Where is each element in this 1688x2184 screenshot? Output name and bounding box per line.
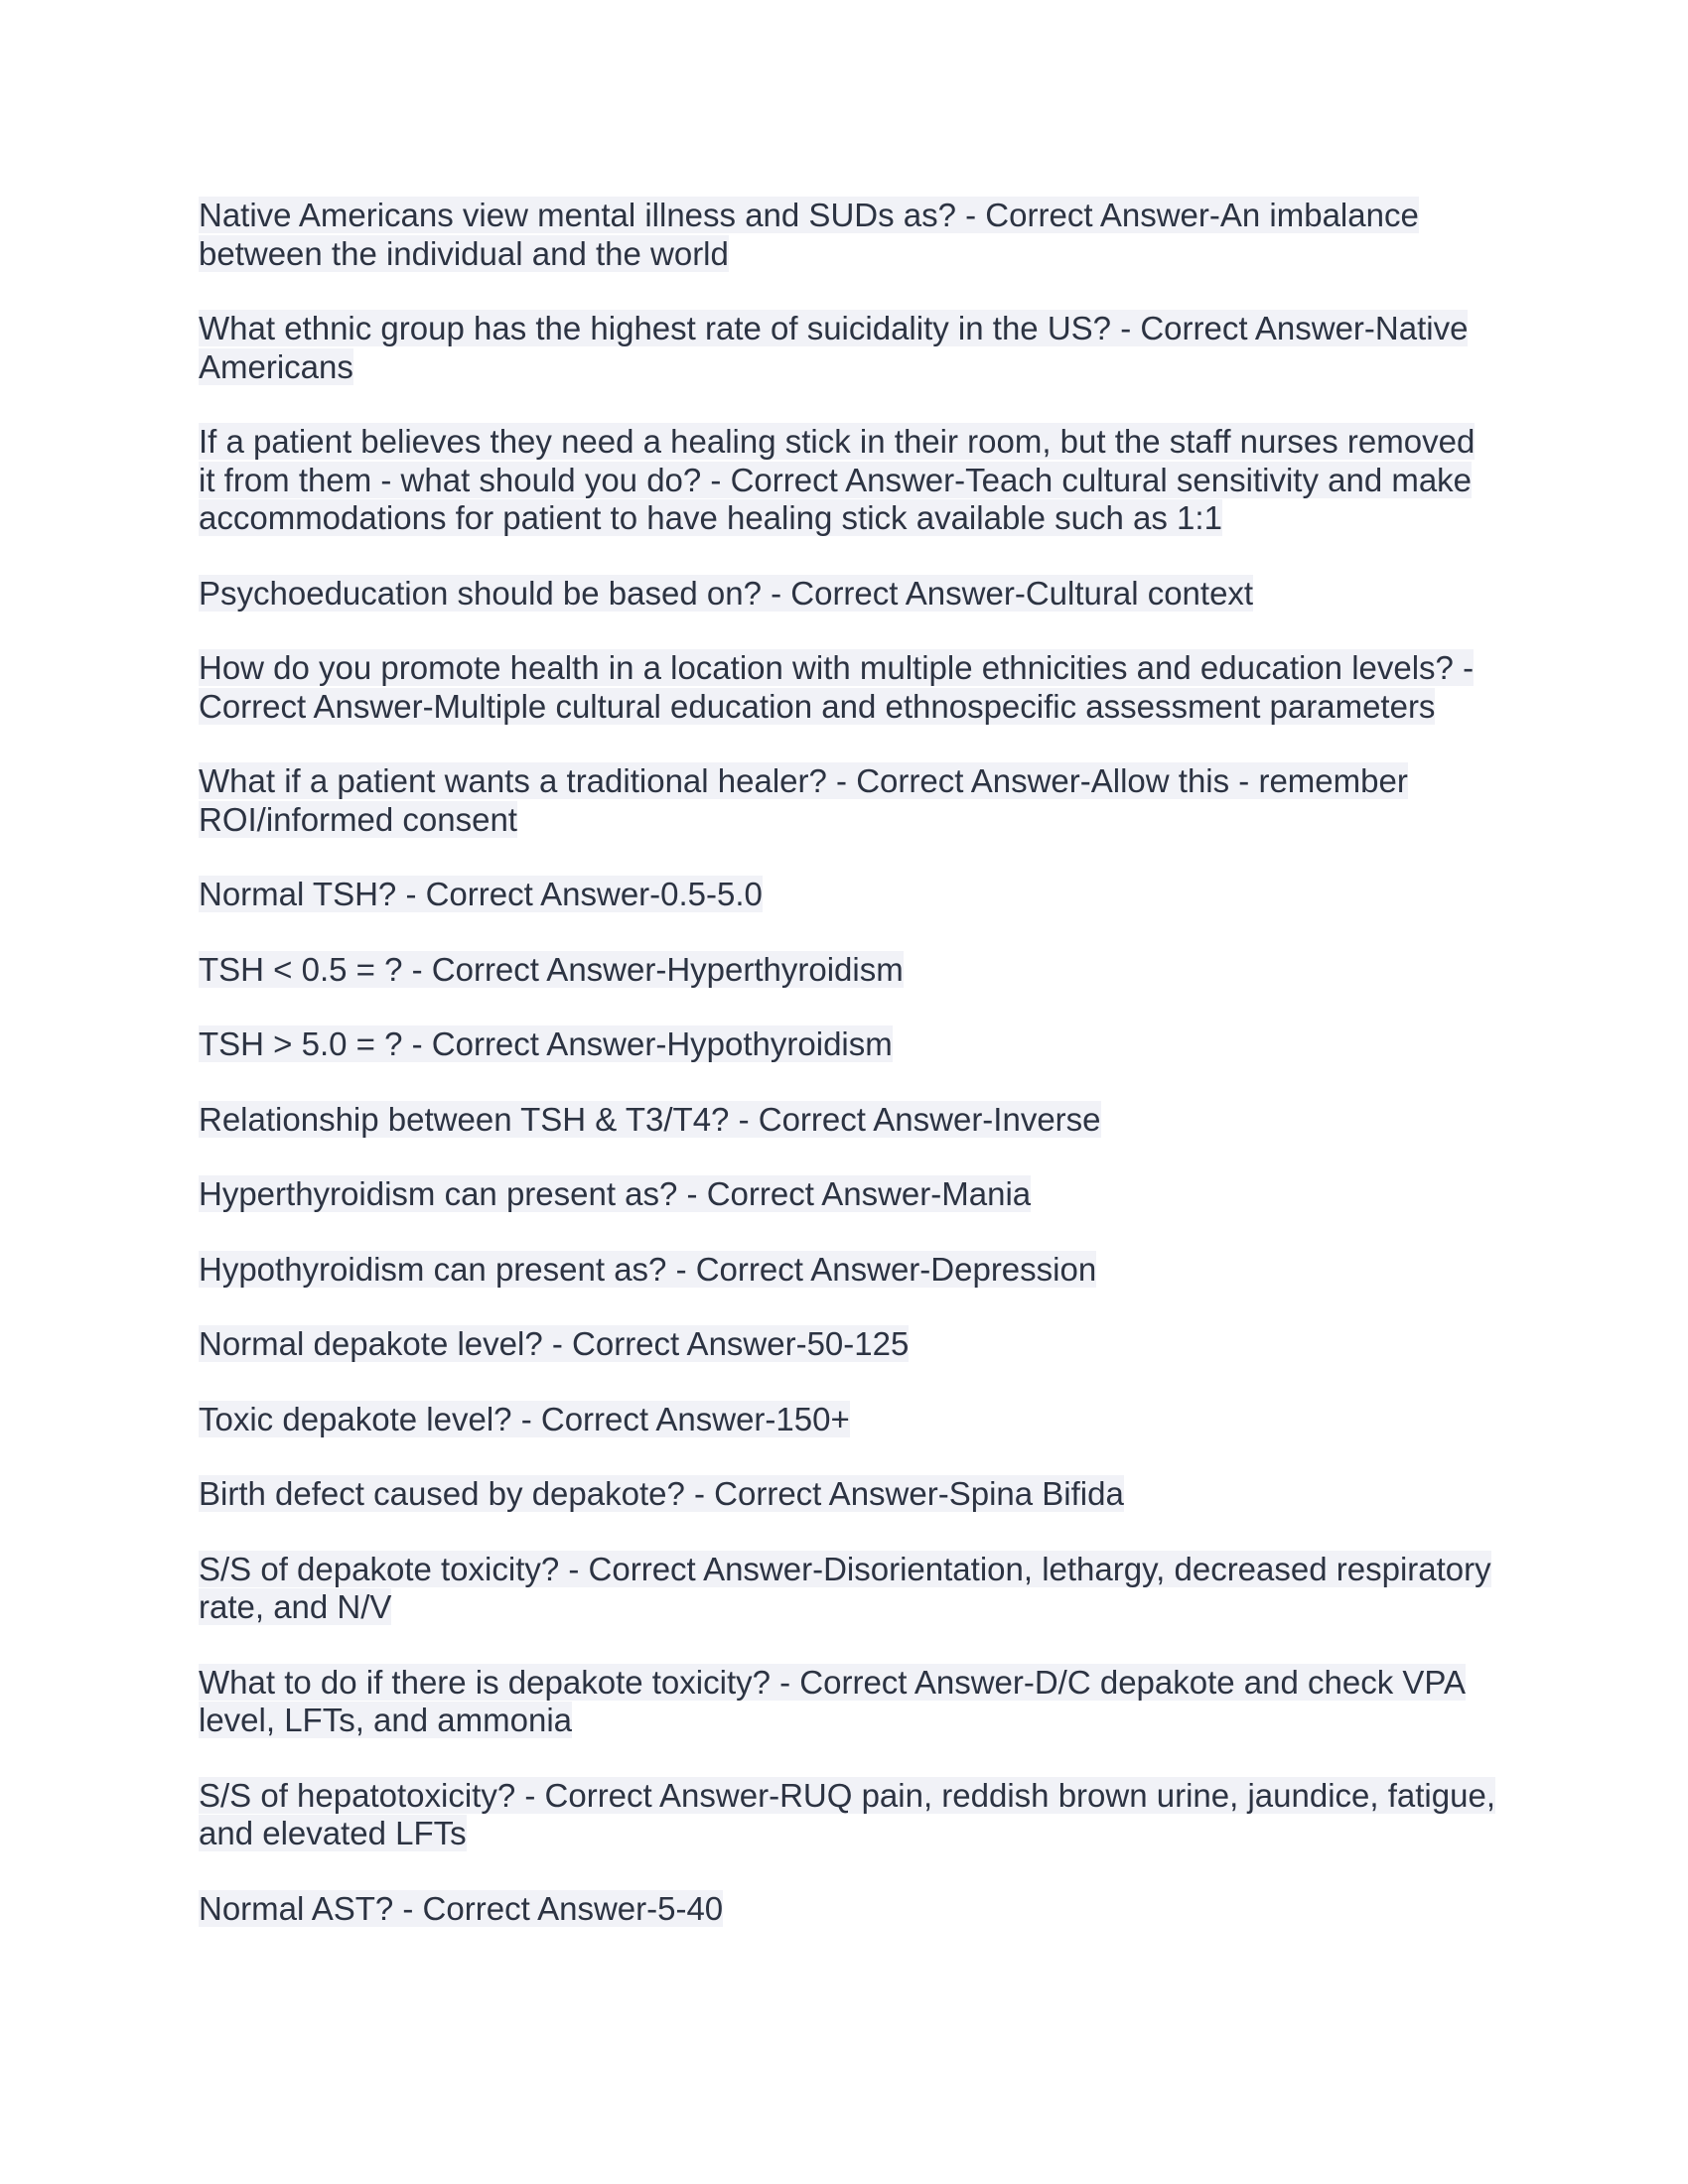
- qa-entry: [199, 1175, 1499, 1214]
- qa-entry-text: Normal depakote level? - Correct Answer-50-125: [199, 1325, 910, 1362]
- qa-entry: [199, 1401, 1499, 1439]
- qa-entry: [199, 762, 1499, 839]
- qa-entry: [199, 1251, 1499, 1290]
- qa-entry: [199, 423, 1499, 538]
- qa-entry-text: How do you promote health in a location with multiple ethnicities and education levels? - Correct Answer-Multiple cultural education and ethnospecific assessment parameters: [199, 649, 1475, 725]
- qa-entry-text: Psychoeducation should be based on? - Correct Answer-Cultural context: [199, 574, 1254, 612]
- qa-entry-text: Hypothyroidism can present as? - Correct Answer-Depression: [199, 1250, 1097, 1288]
- qa-entry-text: What if a patient wants a traditional healer? - Correct Answer-Allow this - remember ROI/informed consent: [199, 762, 1408, 838]
- qa-entry-text: Normal TSH? - Correct Answer-0.5-5.0: [199, 876, 763, 912]
- qa-entry: [199, 1101, 1499, 1140]
- qa-entry: [199, 1475, 1499, 1514]
- qa-entry-text: TSH < 0.5 = ? - Correct Answer-Hyperthyroidism: [199, 950, 904, 988]
- qa-entry: [199, 310, 1499, 386]
- qa-entry-text: Native Americans view mental illness and SUDs as? - Correct Answer-An imbalance between the individual and the world: [199, 197, 1419, 272]
- qa-entry: [199, 1664, 1499, 1740]
- qa-entry-text: S/S of hepatotoxicity? - Correct Answer-RUQ pain, reddish brown urine, jaundice, fatigue, and elevated LFTs: [199, 1776, 1495, 1851]
- qa-entry: [199, 951, 1499, 990]
- qa-list: [199, 197, 1499, 1965]
- qa-entry-text: Normal AST? - Correct Answer-5-40: [199, 1889, 724, 1927]
- qa-entry: [199, 649, 1499, 726]
- qa-entry-text: Toxic depakote level? - Correct Answer-150+: [199, 1400, 850, 1437]
- qa-entry: [199, 1551, 1499, 1627]
- qa-entry: [199, 1890, 1499, 1929]
- qa-entry-text: TSH > 5.0 = ? - Correct Answer-Hypothyroidism: [199, 1025, 893, 1062]
- qa-entry-text: Relationship between TSH & T3/T4? - Correct Answer-Inverse: [199, 1100, 1101, 1138]
- qa-entry-text: If a patient believes they need a healing stick in their room, but the staff nurses removed it from them - what should you do? - Correct Answer-Teach cultural sensitivity and make accommodations for patient to have healing stick available such as 1:1: [199, 423, 1476, 536]
- qa-entry: [199, 1777, 1499, 1853]
- qa-entry-text: S/S of depakote toxicity? - Correct Answer-Disorientation, lethargy, decreased respiratory rate, and N/V: [199, 1550, 1491, 1625]
- qa-entry: [199, 575, 1499, 614]
- qa-entry: [199, 876, 1499, 914]
- qa-entry-text: What ethnic group has the highest rate of suicidality in the US? - Correct Answer-Native Americans: [199, 310, 1469, 385]
- qa-entry: [199, 1325, 1499, 1364]
- qa-entry-text: Birth defect caused by depakote? - Correct Answer-Spina Bifida: [199, 1475, 1124, 1512]
- qa-entry-text: What to do if there is depakote toxicity? - Correct Answer-D/C depakote and check VPA level, LFTs, and ammonia: [199, 1663, 1466, 1738]
- qa-entry-text: Hyperthyroidism can present as? - Correct Answer-Mania: [199, 1175, 1032, 1212]
- qa-entry: [199, 1025, 1499, 1064]
- qa-entry: [199, 197, 1499, 273]
